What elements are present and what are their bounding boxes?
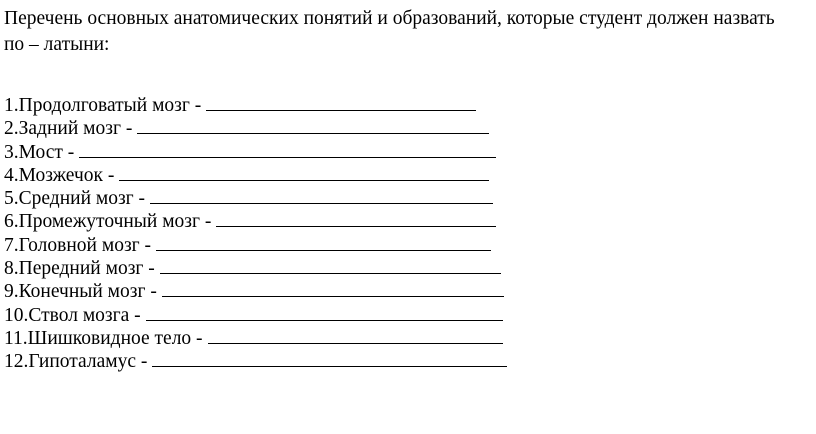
term-item-10: [4, 304, 507, 327]
term-item-11: [4, 327, 507, 350]
answer-line: [156, 234, 491, 251]
term-item-9: [4, 280, 507, 303]
term-label: 4.Мозжечок -: [4, 164, 115, 186]
term-item-5: [4, 187, 507, 210]
answer-line: [146, 304, 503, 321]
term-label: 11.Шишковидное тело -: [4, 327, 203, 349]
term-item-6: [4, 210, 507, 233]
term-label: 2.Задний мозг -: [4, 118, 133, 140]
term-label: 9.Конечный мозг -: [4, 281, 157, 303]
term-label: 5.Средний мозг -: [4, 188, 146, 210]
term-item-4: [4, 164, 507, 187]
term-item-7: [4, 234, 507, 257]
answer-line: [216, 210, 496, 227]
term-label: 7.Головной мозг -: [4, 234, 152, 256]
term-label: 12.Гипоталамус -: [4, 351, 148, 373]
answer-line: [208, 327, 503, 344]
document-page: [4, 0, 812, 434]
term-label: 6.Промежуточный мозг -: [4, 211, 212, 233]
term-item-8: [4, 257, 507, 280]
term-item-2: [4, 117, 507, 140]
term-list: [4, 94, 507, 374]
answer-line: [119, 164, 489, 181]
answer-line: [137, 117, 489, 134]
term-label: 3.Мост -: [4, 141, 75, 163]
answer-line: [152, 350, 507, 367]
term-label: 1.Продолговатый мозг -: [4, 95, 202, 116]
answer-line: [206, 94, 476, 111]
term-item-1: [4, 94, 507, 117]
answer-line: [160, 257, 501, 274]
term-label: 8.Передний мозг -: [4, 258, 155, 280]
term-item-3: [4, 141, 507, 164]
answer-line: [162, 280, 504, 297]
answer-line: [150, 187, 493, 204]
term-item-12: [4, 350, 507, 373]
answer-line: [79, 141, 496, 158]
document-heading: Перечень основных анатомических понятий и образований, которые студент должен назвать по – латыни:: [4, 8, 775, 55]
term-label: 10.Ствол мозга -: [4, 304, 141, 326]
